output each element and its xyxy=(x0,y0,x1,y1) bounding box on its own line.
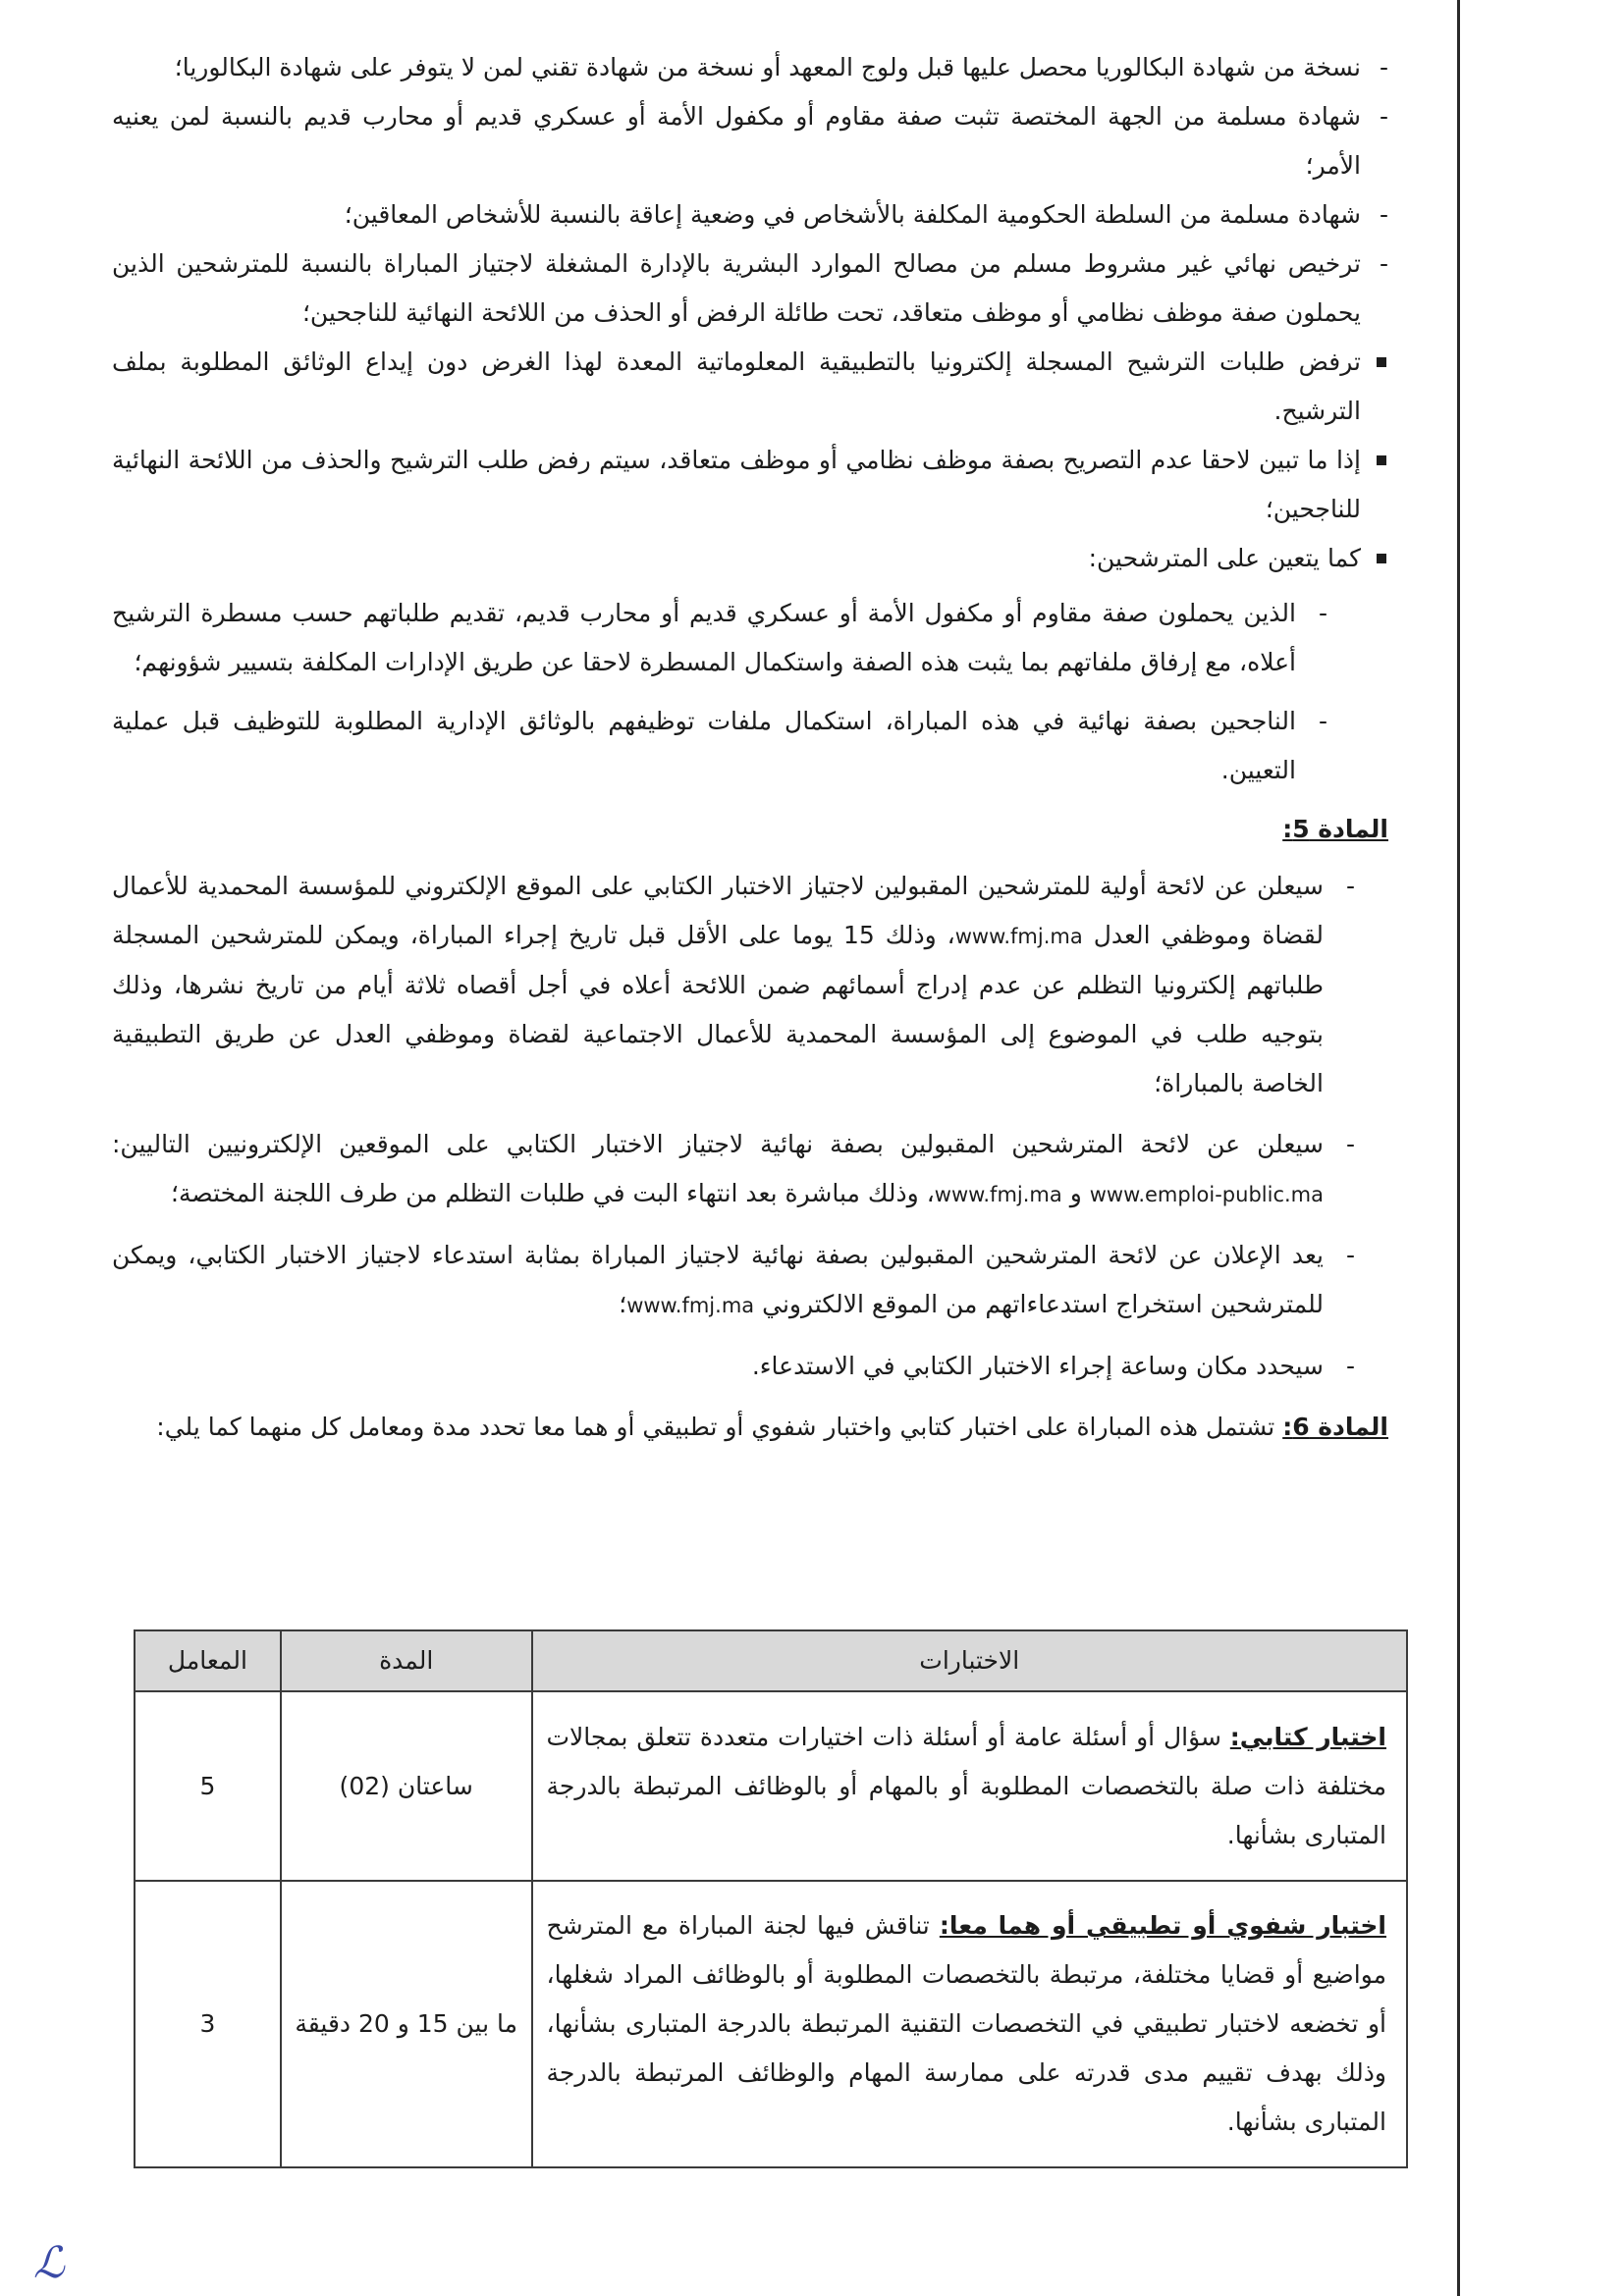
header-duration: المدة xyxy=(281,1630,532,1691)
exam-cell xyxy=(532,1691,1407,1881)
item-text: ، وذلك 15 يوما على الأقل قبل تاريخ إجراء المباراة، ويمكن للمترشحين المسجلة طلباتهم إلكترونيا التظلم عن عدم إدراج أسمائهم ضمن اللائحة أعلاه في أجل أقصاه ثلاثة أيام من تاريخ نشرها، وذلك بتوجيه طلب في الموضوع إلى المؤسسة المحمدية للأعمال الاجتماعية لقضاة وموظفي العدل عن طريق التطبيقية الخاصة بالمباراة؛ xyxy=(112,921,1324,1097)
item-text: يعد الإعلان عن لائحة المترشحين المقبولين بصفة نهائية لاجتياز المباراة بمثابة استدعاء لاجتياز الاختبار الكتابي، ويمكن للمترشحين استخراج استدعاءاتهم من الموقع الالكتروني xyxy=(112,1241,1324,1318)
website-link[interactable]: www.fmj.ma xyxy=(954,925,1083,948)
candidate-obligations-list xyxy=(112,589,1361,795)
list-item: - ترخيص نهائي غير مشروط مسلم من مصالح الموارد البشرية بالإدارة المشغلة لاجتياز المباراة بالنسبة للمترشحين الذين يحملون صفة موظف نظامي أو موظف متعاقد، تحت طائلة الرفض أو الحذف من اللائحة النهائية للناجحين؛ xyxy=(112,240,1388,338)
list-item xyxy=(112,1231,1357,1330)
duration-cell: ما بين 15 و 20 دقيقة xyxy=(281,1881,532,2167)
list-item xyxy=(112,436,1388,534)
duration-cell: ساعتان (02) xyxy=(281,1691,532,1881)
page-margin-rule xyxy=(1457,0,1460,2296)
table-header-row xyxy=(135,1630,1407,1691)
list-item: - الذين يحملون صفة مقاوم أو مكفول الأمة أو عسكري قديم أو محارب قديم، تقديم طلباتهم حسب مسطرة الترشيح أعلاه، مع إرفاق ملفاتهم بما يثبت هذه الصفة واستكمال المسطرة لاحقا عن طريق الإدارات المكلفة بتسيير شؤونهم؛ xyxy=(112,589,1329,687)
coefficient-cell: 5 xyxy=(135,1691,281,1881)
list-item: - سيحدد مكان وساعة إجراء الاختبار الكتابي في الاستدعاء. xyxy=(112,1342,1357,1391)
exam-name: اختبار كتابي: xyxy=(1229,1722,1386,1751)
article-6 xyxy=(112,1403,1388,1452)
article-5-list xyxy=(112,862,1388,1391)
article-5-title: المادة 5: xyxy=(1282,815,1388,843)
website-link[interactable]: www.fmj.ma xyxy=(626,1294,755,1317)
list-item xyxy=(112,338,1388,436)
exam-cell xyxy=(532,1881,1407,2167)
exam-description: سؤال أو أسئلة عامة أو أسئلة ذات اختيارات متعددة تتعلق بمجالات مختلفة ذات صلة بالتخصصات المطلوبة أو بالمهام أو بالوظائف المرتبطة بالدرجة المتبارى بشأنها. xyxy=(546,1722,1386,1849)
article-6-title: المادة 6: xyxy=(1282,1413,1388,1441)
table-row xyxy=(135,1691,1407,1881)
item-text: سيعلن عن لائحة أولية للمترشحين المقبولين لاجتياز الاختبار الكتابي على الموقع الإلكتروني للمؤسسة المحمدية للأعمال لقضاة وموظفي العدل xyxy=(112,872,1324,949)
article-5 xyxy=(112,805,1388,1391)
item-text: و xyxy=(1069,1179,1082,1207)
website-link[interactable]: www.fmj.ma xyxy=(934,1183,1062,1206)
list-item xyxy=(112,862,1357,1108)
list-item: - شهادة مسلمة من السلطة الحكومية المكلفة بالأشخاص في وضعية إعاقة بالنسبة للأشخاص المعاقين؛ xyxy=(112,190,1388,240)
item-text: ؛ xyxy=(619,1290,627,1318)
list-item: - شهادة مسلمة من الجهة المختصة تثبت صفة مقاوم أو مكفول الأمة أو عسكري قديم أو محارب قديم بالنسبة لمن يعنيه الأمر؛ xyxy=(112,92,1388,190)
exam-name: اختبار شفوي أو تطبيقي أو هما معا: xyxy=(939,1911,1386,1940)
list-item xyxy=(112,534,1388,795)
coefficient-cell: 3 xyxy=(135,1881,281,2167)
bullet-text: إذا ما تبين لاحقا عدم التصريح بصفة موظف نظامي أو موظف متعاقد، سيتم رفض طلب الترشيح والحذف من اللائحة النهائية للناجحين؛ xyxy=(112,446,1361,523)
item-text: سيعلن عن لائحة المترشحين المقبولين بصفة نهائية لاجتياز الاختبار الكتابي على الموقعين الإلكترونيين التاليين: xyxy=(112,1130,1324,1158)
square-bullet-icon xyxy=(1377,554,1386,563)
header-coefficient: المعامل xyxy=(135,1630,281,1691)
table-row xyxy=(135,1881,1407,2167)
square-bullet-icon xyxy=(1377,357,1386,367)
square-bullet-icon xyxy=(1377,455,1386,465)
website-link[interactable]: www.emploi-public.ma xyxy=(1089,1183,1324,1206)
list-item xyxy=(112,1120,1357,1219)
bullet-text: كما يتعين على المترشحين: xyxy=(1088,544,1361,572)
item-text: ، وذلك مباشرة بعد انتهاء البت في طلبات التظلم من طرف اللجنة المختصة؛ xyxy=(171,1179,935,1207)
header-exams: الاختبارات xyxy=(532,1630,1407,1691)
document-body xyxy=(112,43,1388,1452)
required-documents-list xyxy=(112,43,1388,338)
exams-table xyxy=(134,1629,1408,2168)
article-6-text: تشتمل هذه المباراة على اختبار كتابي واختبار شفوي أو تطبيقي أو هما معا تحدد مدة ومعامل كل منهما كما يلي: xyxy=(156,1413,1275,1441)
list-item: - نسخة من شهادة البكالوريا محصل عليها قبل ولوج المعهد أو نسخة من شهادة تقني لمن لا يتوفر على شهادة البكالوريا؛ xyxy=(112,43,1388,92)
exam-description: تناقش فيها لجنة المباراة مع المترشح مواضيع أو قضايا مختلفة، مرتبطة بالتخصصات المطلوبة أو بالوظائف المراد شغلها، أو تخضعه لاختبار تطبيقي في التخصصات التقنية المرتبطة بالدرجة المتبارى بشأنها، وذلك بهدف تقييم مدى قدرته على ممارسة المهام والوظائف المرتبطة بالدرجة المتبارى بشأنها. xyxy=(546,1911,1386,2136)
conditions-list xyxy=(112,338,1388,795)
handwritten-initial: ℒ xyxy=(33,2238,65,2288)
list-item: - الناجحين بصفة نهائية في هذه المباراة، استكمال ملفات توظيفهم بالوثائق الإدارية المطلوبة للتوظيف قبل عملية التعيين. xyxy=(112,697,1329,795)
bullet-text: ترفض طلبات الترشيح المسجلة إلكترونيا بالتطبيقية المعلوماتية المعدة لهذا الغرض دون إيداع الوثائق المطلوبة بملف الترشيح. xyxy=(112,347,1361,425)
